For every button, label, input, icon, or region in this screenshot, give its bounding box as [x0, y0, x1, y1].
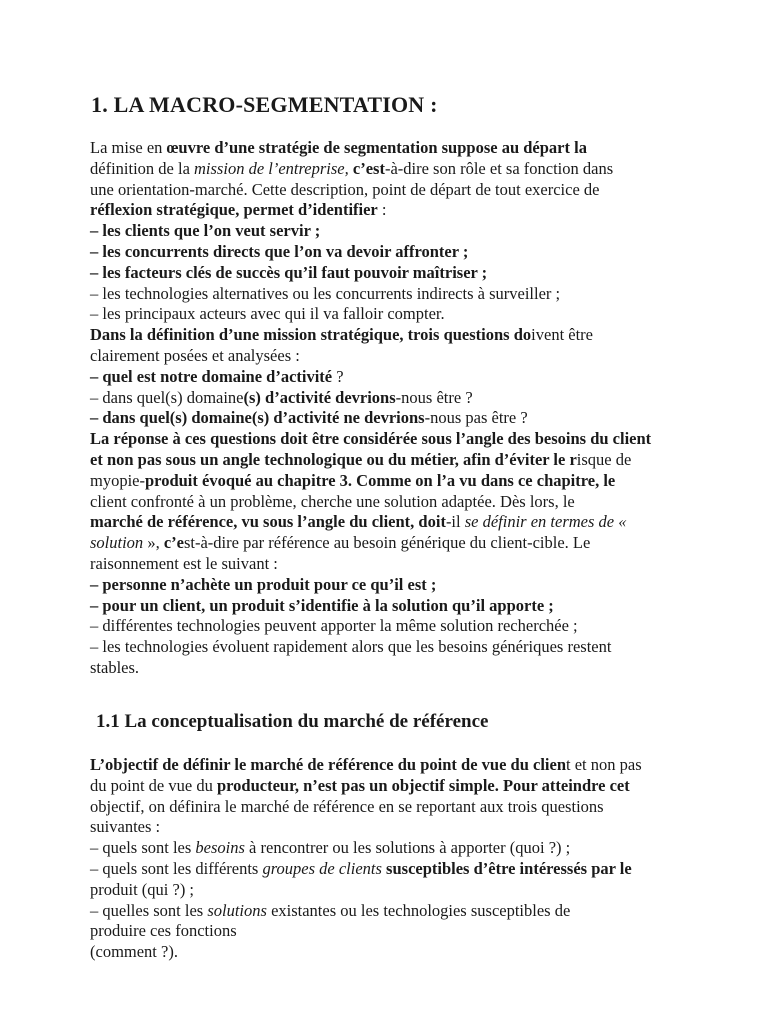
text-run: susceptibles d’être intéressés par le: [381, 858, 632, 878]
text-line: [90, 159, 730, 180]
text-line: [90, 776, 730, 797]
text-run: – quels sont les différents: [90, 858, 263, 878]
text-run: stables.: [90, 657, 140, 677]
text-line: [90, 533, 730, 554]
text-run: -à-dire son rôle et sa fonction dans: [384, 158, 614, 178]
text-line: [90, 838, 730, 859]
text-line: [90, 817, 730, 838]
text-line: [90, 429, 730, 450]
text-line: [90, 284, 730, 305]
subsection-heading: 1.1 La conceptualisation du marché de référence: [96, 711, 489, 732]
text-run: suivantes :: [90, 817, 161, 837]
text-run: (comment ?).: [90, 942, 178, 962]
text-run: – pour un client, un produit s’identifie à la solution qu’il apporte ;: [90, 595, 554, 615]
text-run: – quelles sont les: [90, 900, 208, 920]
text-run: produire ces fonctions: [90, 921, 237, 941]
text-run: clairement posées et analysées :: [90, 345, 300, 365]
text-line: [90, 346, 730, 367]
text-run: myopie-: [90, 470, 145, 490]
text-run: c’e: [163, 533, 184, 553]
text-run: produit évoqué au chapitre 3. Comme on l’a vu dans ce chapitre, le: [145, 470, 616, 490]
text-run: mission de l’entreprise,: [194, 158, 353, 178]
text-line: [90, 200, 730, 221]
text-line: [90, 325, 730, 346]
text-run: besoins: [195, 838, 245, 858]
text-line: [90, 554, 730, 575]
text-line: [90, 859, 730, 880]
subsection-body: [90, 755, 730, 963]
text-run: produit (qui ?) ;: [90, 879, 195, 899]
text-line: [90, 180, 730, 201]
text-run: à rencontrer ou les solutions à apporter (quoi ?) ;: [244, 838, 571, 858]
text-line: [90, 138, 730, 159]
text-run: du point de vue du: [90, 775, 217, 795]
text-line: [90, 942, 730, 963]
text-line: [90, 367, 730, 388]
text-run: La réponse à ces questions doit être considérée sous l’angle des besoins du client: [90, 429, 652, 449]
section-body: [90, 138, 730, 679]
text-run: – dans quel(s) domaine(s) d’activité ne devrions: [90, 408, 425, 428]
text-run: marché de référence, vu sous l’angle du client, doit: [90, 512, 446, 532]
text-run: »,: [147, 533, 164, 553]
text-run: -il: [445, 512, 465, 532]
text-run: définition de la: [90, 158, 195, 178]
text-line: [90, 901, 730, 922]
text-run: – dans quel(s) domaine: [90, 387, 244, 407]
text-line: [90, 658, 730, 679]
text-run: -nous pas être ?: [424, 408, 528, 428]
text-run: existantes ou les technologies susceptibles de: [266, 900, 571, 920]
text-run: :: [377, 200, 387, 220]
section-heading: 1. LA MACRO-SEGMENTATION :: [91, 92, 438, 117]
text-line: [90, 221, 730, 242]
text-run: – les technologies alternatives ou les concurrents indirects à surveiller ;: [90, 283, 561, 303]
text-run: Dans la définition d’une mission stratégique, trois questions do: [90, 325, 532, 345]
text-run: – les clients que l’on veut servir ;: [90, 221, 321, 241]
text-run: st-à-dire par référence au besoin générique du client-cible. Le: [183, 533, 591, 553]
text-line: [90, 755, 730, 776]
text-run: client confronté à un problème, cherche une solution adaptée. Dès lors, le: [90, 491, 575, 511]
text-run: (s) d’activité devrions: [243, 387, 396, 407]
text-run: producteur, n’est pas un objectif simple. Pour atteindre cet: [216, 775, 630, 795]
text-run: La mise en: [90, 138, 167, 157]
text-line: [90, 450, 730, 471]
text-run: – les technologies évoluent rapidement alors que les besoins génériques restent: [90, 637, 612, 657]
text-line: [90, 492, 730, 513]
text-line: [90, 616, 730, 637]
text-run: ivent être: [531, 325, 593, 345]
text-line: [90, 242, 730, 263]
text-run: une orientation-marché. Cette description, point de départ de tout exercice de: [90, 179, 600, 199]
text-run: réflexion stratégique, permet d’identifier: [90, 200, 378, 220]
text-line: [90, 575, 730, 596]
text-line: [90, 388, 730, 409]
text-run: ?: [332, 366, 344, 386]
text-run: -nous être ?: [395, 387, 473, 407]
text-run: groupes de clients: [262, 858, 382, 878]
text-line: [90, 921, 730, 942]
text-run: œuvre d’une stratégie de segmentation suppose au départ la: [166, 138, 587, 157]
text-run: – quels sont les: [90, 838, 196, 858]
text-run: t et non pas: [566, 755, 642, 774]
text-line: [90, 471, 730, 492]
text-run: isque de: [576, 449, 632, 469]
text-run: se définir en termes de «: [464, 512, 627, 532]
text-line: [90, 263, 730, 284]
text-line: [90, 797, 730, 818]
text-line: [90, 880, 730, 901]
text-run: raisonnement est le suivant :: [90, 553, 278, 573]
text-run: – différentes technologies peuvent apporter la même solution recherchée ;: [90, 616, 578, 636]
text-run: objectif, on définira le marché de référence en se reportant aux trois questions: [90, 796, 604, 816]
text-run: – personne n’achète un produit pour ce qu’il est ;: [90, 574, 437, 594]
text-run: – les concurrents directs que l’on va devoir affronter ;: [90, 241, 469, 261]
text-run: – les facteurs clés de succès qu’il faut pouvoir maîtriser ;: [90, 262, 488, 282]
text-line: [90, 408, 730, 429]
text-run: – quel est notre domaine d’activité: [90, 366, 333, 386]
text-run: solutions: [207, 900, 267, 920]
text-line: [90, 637, 730, 658]
text-line: [90, 512, 730, 533]
text-run: et non pas sous un angle technologique ou du métier, afin d’éviter le r: [90, 449, 577, 469]
text-run: – les principaux acteurs avec qui il va falloir compter.: [90, 304, 445, 324]
text-run: c’est: [352, 158, 385, 178]
text-line: [90, 596, 730, 617]
text-run: solution: [90, 533, 148, 553]
text-run: L’objectif de définir le marché de référence du point de vue du clien: [90, 755, 567, 774]
text-line: [90, 304, 730, 325]
